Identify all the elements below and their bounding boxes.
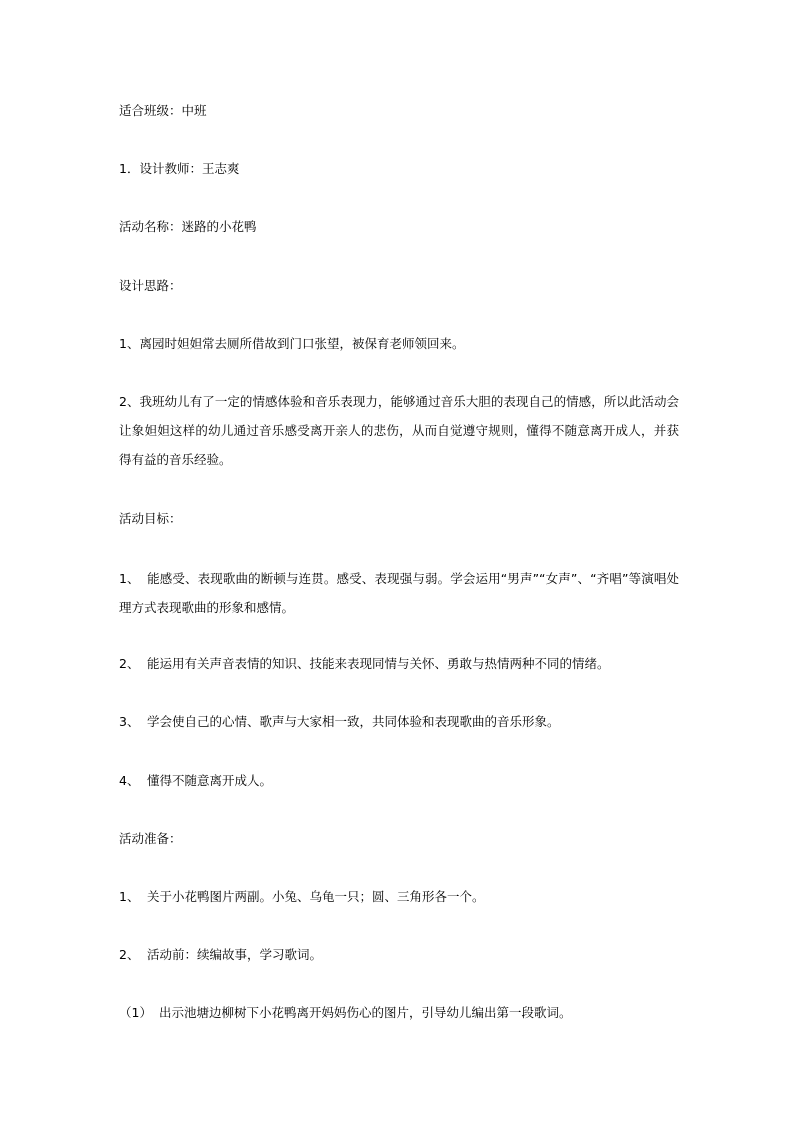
goals-heading: 活动目标： [119,511,182,526]
prep-text: 活动前：续编故事，学习歌词。 [147,947,323,962]
goal-item-3 [119,712,679,732]
activity-name-line: 活动名称：迷路的小花鸭 [119,219,257,234]
sub-step-number: （1） [119,1005,152,1020]
prep-number: 2、 [119,947,140,962]
design-idea-item-1: 1、离园时妲妲常去厕所借故到门口张望，被保育老师领回来。 [119,336,465,351]
goal-text: 学会使自己的心情、歌声与大家相一致，共同体验和表现歌曲的音乐形象。 [147,714,560,729]
prep-heading: 活动准备： [119,831,182,846]
goal-item-1 [119,564,679,622]
designer-line: 1．设计教师：王志爽 [119,161,240,176]
goal-item-2 [119,654,679,674]
goal-number: 2、 [119,656,140,671]
prep-sub-step-1 [119,1003,679,1023]
goal-text: 能运用有关声音表情的知识、技能来表现同情与关怀、勇敢与热情两种不同的情绪。 [147,656,610,671]
design-idea-heading: 设计思路： [119,278,182,293]
prep-item-2 [119,945,679,965]
prep-item-1 [119,887,679,907]
prep-text: 关于小花鸭图片两副。小兔、乌龟一只；圆、三角形各一个。 [147,889,485,904]
goal-number: 4、 [119,773,140,788]
goal-number: 3、 [119,714,140,729]
prep-number: 1、 [119,889,140,904]
goal-item-4 [119,771,679,791]
goal-text: 懂得不随意离开成人。 [147,773,273,788]
sub-step-text: 出示池塘边柳树下小花鸭离开妈妈伤心的图片，引导幼儿编出第一段歌词。 [159,1005,572,1020]
goal-text: 能感受、表现歌曲的断顿与连贯。感受、表现强与弱。学会运用“男声”“女声”、“齐唱”等演唱处理方式表现歌曲的形象和感情。 [119,571,679,615]
design-idea-item-2: 2、我班幼儿有了一定的情感体验和音乐表现力，能够通过音乐大胆的表现自己的情感，所以此活动会让象妲妲这样的幼儿通过音乐感受离开亲人的悲伤，从而自觉遵守规则，懂得不随意离开成人，并获得有益的音乐经验。 [119,394,679,467]
class-level-line: 适合班级：中班 [119,103,207,118]
goal-number: 1、 [119,571,140,586]
